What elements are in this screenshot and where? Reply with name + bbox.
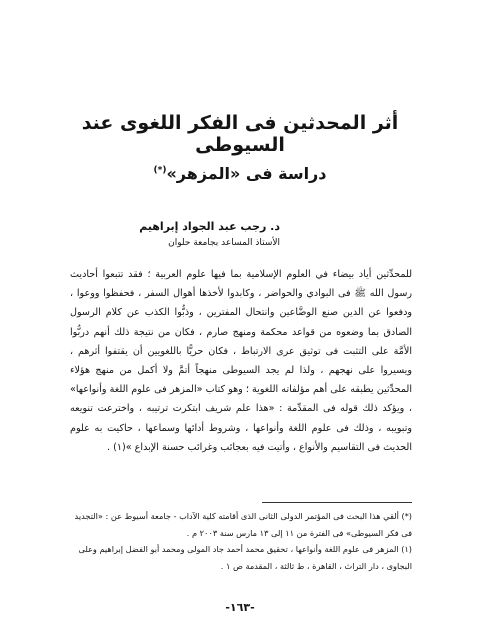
article-title: أثر المحدثين فى الفكر اللغوى عند السيوطى [81, 112, 399, 156]
footnotes [70, 508, 412, 574]
footnote-separator [262, 502, 412, 503]
body-paragraph: للمحدِّثين أياد بيضاء في العلوم الإسلامية بما فيها علوم العربية ؛ فقد تتبعوا أحاديث رسول الله ﷺ فى البوادي والحواضر ، وكابدوا لأخذها أهوال السفر ، فحفظوا ووعوا ، ودفعوا عن الدين صنع الوضَّاعين وانتحال المفترين ، وذبُّوا الكذب عن كلام الرسول الصادق بما وضعوه من قواعد محكمة ومنهج صارم ، فكان من نتيجة ذلك أنهم دربُّوا الأمَّة على التثبت فى توثيق عرى الارتباط ، فكان حريًّا باللغويين أن يقتفوا أثرهم ، ويسيروا على نهجهم ، ولذا لم يجد السيوطى منهجاً أتمَّ ولا أكمل من منهج هؤلاء المحدِّثين يطبقه على أهم مؤلفاته اللغوية ؛ وهو كتاب «المزهر فى علوم اللغة وأنواعها» ، ويؤكد ذلك قوله فى المقدِّمة : «هذا علم شريف ابتكرت ترتيبه ، واخترعت تنويعه وتبويبه ، وذلك فى علوم اللغة وأنواعها ، وشروط أدائها وسماعها ، حاكيت به علوم الحديث فى التقاسيم والأنواع ، وأتيت فيه بعجائب وغرائب حسنة الإبداع »(١) . [70, 269, 412, 453]
subtitle-text: دراسة فى «المزهر» [166, 164, 327, 183]
subtitle-footnote-marker: (*) [153, 165, 167, 176]
footnote-1: (١) المزهر فى علوم اللغة وأنواعها ، تحقيق محمد أحمد جاد المولى ومحمد أبو الفضل إبراهيم وعلى البجاوى ، دار التراث ، القاهرة ، ط ثالثة ، المقدمة ص ١ . [78, 544, 412, 571]
author-affiliation: الأستاذ المساعد بجامعة حلوان [168, 238, 280, 248]
author-name: د. رجب عبد الجواد إبراهيم [139, 220, 280, 233]
footnote-conference: (*) ألقي هذا البحث فى المؤتمر الدولى الثانى الذى أقامته كلية الآداب - جامعة أسيوط عن : «التجديد فى فكر السيوطى» فى الفترة من ١١ إلى ١٣ مارس سنة ٢٠٠٣ م . [74, 511, 412, 538]
article-subtitle [80, 164, 400, 183]
author-block [139, 220, 280, 248]
body-text [70, 265, 412, 457]
page-number: -١٦٣- [225, 601, 255, 614]
